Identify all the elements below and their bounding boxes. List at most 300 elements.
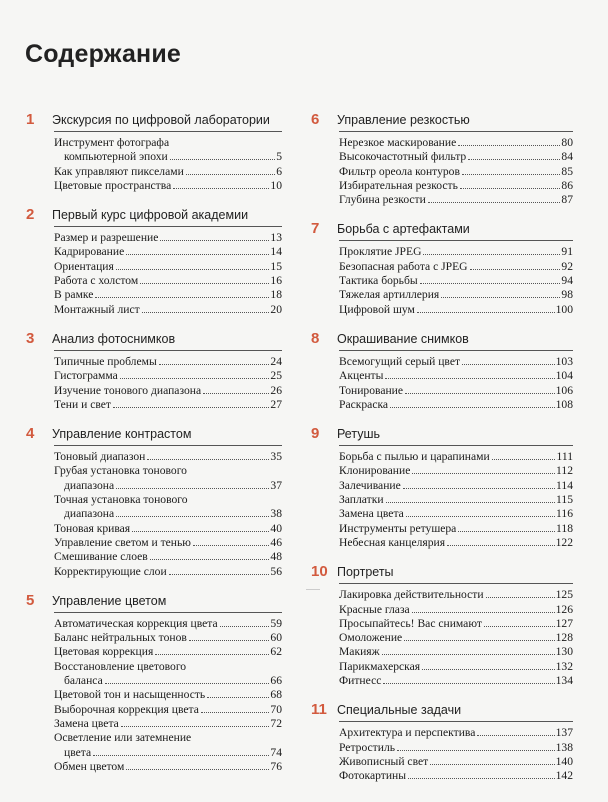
toc-entry-title: Залечивание [339, 478, 401, 492]
toc-entry-title: Цветовая коррекция [54, 645, 154, 659]
chapter-heading[interactable] [26, 593, 282, 609]
toc-entry-title: Тоновый диапазон [54, 450, 146, 464]
toc-entry-page: 70 [270, 702, 282, 716]
dot-leader [405, 393, 555, 394]
chapter-entries [339, 583, 573, 688]
dot-leader [484, 626, 555, 627]
chapter-entries [54, 226, 282, 317]
toc-entry[interactable] [339, 603, 573, 617]
dot-leader [390, 407, 555, 408]
toc-entry[interactable] [54, 550, 282, 564]
toc-entry[interactable] [339, 179, 573, 193]
chapter-title: Экскурсия по цифровой лаборатории [52, 113, 270, 127]
toc-left-column [26, 112, 282, 774]
toc-entry[interactable] [54, 536, 282, 550]
chapter-title: Портреты [337, 565, 394, 580]
dot-leader [422, 669, 555, 670]
toc-entry-title: Цветовые пространства [54, 178, 172, 192]
toc-entry-title: Баланс нейтральных тонов [54, 631, 187, 645]
toc-entry[interactable] [339, 450, 573, 464]
toc-entry[interactable] [339, 398, 573, 412]
toc-entry-page: 74 [270, 745, 282, 759]
toc-right-column [311, 112, 573, 784]
toc-entry-page: 138 [555, 740, 573, 754]
chapter-heading[interactable] [26, 331, 282, 347]
dot-leader [441, 297, 560, 298]
toc-chapter [311, 702, 573, 783]
dot-leader [458, 145, 560, 146]
toc-entry-title: Восстановление цветового [54, 659, 187, 673]
chapter-title: Окрашивание снимков [337, 331, 469, 346]
dot-leader [412, 612, 555, 613]
toc-entry-page: 6 [276, 164, 282, 178]
toc-entry[interactable] [339, 588, 573, 602]
dot-leader [470, 269, 561, 270]
dot-leader [417, 312, 555, 313]
dot-leader [150, 559, 270, 560]
toc-entry[interactable] [54, 522, 282, 536]
toc-entry-title: Кадрирование [54, 245, 125, 259]
toc-entry-page: 122 [555, 535, 573, 549]
toc-entry-page: 108 [555, 397, 573, 411]
toc-entry-title: Автоматическая коррекция цвета [54, 616, 218, 630]
toc-entry-page: 15 [270, 259, 282, 273]
toc-entry[interactable] [54, 746, 282, 760]
dot-leader [126, 769, 269, 770]
chapter-entries [339, 350, 573, 412]
chapter-number: 5 [26, 591, 35, 609]
chapter-number: 3 [26, 329, 35, 347]
toc-entry-title: Цветовой тон и насыщенность [54, 688, 206, 702]
toc-entry[interactable] [54, 136, 282, 150]
toc-entry-page: 14 [270, 245, 282, 259]
toc-entry-title: Проклятие JPEG [339, 245, 422, 259]
toc-entry-page: 66 [270, 674, 282, 688]
toc-entry[interactable] [339, 165, 573, 179]
dot-leader [460, 188, 561, 189]
chapter-entries [339, 240, 573, 316]
toc-entry[interactable] [339, 645, 573, 659]
dot-leader [458, 531, 555, 532]
toc-entry-page: 137 [555, 726, 573, 740]
toc-entry-title: Тяжелая артиллерия [339, 288, 440, 302]
toc-entry[interactable] [339, 755, 573, 769]
toc-chapter [311, 331, 573, 412]
dot-leader [201, 712, 270, 713]
toc-entry-page: 26 [270, 383, 282, 397]
toc-entry-title: Ретростиль [339, 740, 396, 754]
toc-entry-title: Раскраска [339, 397, 389, 411]
toc-entry-page: 20 [270, 302, 282, 316]
toc-entry-title: Небесная канцелярия [339, 535, 446, 549]
dot-leader [160, 240, 269, 241]
dot-leader [468, 159, 560, 160]
dot-leader [147, 459, 269, 460]
toc-entry-title: диапазона [64, 507, 115, 521]
dot-leader [203, 393, 269, 394]
toc-entry[interactable] [339, 193, 573, 207]
toc-entry-page: 118 [556, 521, 573, 535]
toc-entry-title: Корректирующие слои [54, 564, 167, 578]
toc-chapter [26, 331, 282, 412]
toc-entry[interactable] [54, 398, 282, 412]
toc-entry-title: Глубина резкости [339, 193, 426, 207]
toc-entry-page: 85 [561, 164, 573, 178]
toc-entry-title: Макияж [339, 645, 380, 659]
toc-chapter [26, 112, 282, 193]
toc-entry-page: 56 [270, 564, 282, 578]
dot-leader [121, 726, 270, 727]
toc-entry-title: Цифровой шум [339, 302, 415, 316]
chapter-heading[interactable] [311, 221, 573, 237]
toc-entry-title: Избирательная резкость [339, 178, 458, 192]
chapter-entries [339, 445, 573, 550]
toc-entry[interactable] [54, 717, 282, 731]
toc-entry-title: Красные глаза [339, 602, 410, 616]
dot-leader [462, 364, 555, 365]
toc-entry[interactable] [339, 674, 573, 688]
toc-entry[interactable] [54, 688, 282, 702]
toc-entry-title: Тоновая кривая [54, 521, 131, 535]
toc-entry[interactable] [339, 245, 573, 259]
chapter-number: 9 [311, 425, 320, 443]
toc-entry-page: 76 [270, 759, 282, 773]
dot-leader [492, 459, 556, 460]
toc-entry-title: баланса [64, 674, 103, 688]
toc-entry-title: Смешивание слоев [54, 550, 148, 564]
dot-leader [383, 683, 554, 684]
toc-entry[interactable] [339, 288, 573, 302]
dot-leader [193, 545, 269, 546]
dot-leader [207, 697, 269, 698]
dot-leader [220, 626, 270, 627]
toc-entry[interactable] [54, 674, 282, 688]
dot-leader [382, 654, 555, 655]
toc-entry-page: 112 [556, 464, 573, 478]
chapter-title: Анализ фотоснимков [52, 331, 176, 346]
dot-leader [430, 764, 554, 765]
toc-entry-page: 46 [270, 535, 282, 549]
toc-entry-title: Фотокартины [339, 769, 407, 783]
toc-chapter [26, 593, 282, 774]
dot-leader [408, 778, 555, 779]
toc-entry-title: цвета [64, 745, 92, 759]
toc-entry-title: Монтажный лист [54, 302, 140, 316]
chapter-entries [339, 721, 573, 783]
dot-leader [406, 516, 555, 517]
toc-entry-page: 5 [276, 150, 282, 164]
dot-leader [420, 283, 561, 284]
toc-entry-title: Фитнесс [339, 674, 382, 688]
toc-entry[interactable] [54, 384, 282, 398]
toc-entry-title: Ориентация [54, 259, 114, 273]
toc-entry[interactable] [54, 450, 282, 464]
dot-leader [169, 574, 270, 575]
toc-entry-page: 125 [555, 588, 573, 602]
chapter-entries [54, 131, 282, 193]
chapter-heading[interactable] [26, 112, 282, 128]
toc-entry-title: Гистограмма [54, 369, 118, 383]
dot-leader [95, 297, 269, 298]
dot-leader [428, 202, 561, 203]
toc-entry-title: Тактика борьбы [339, 274, 418, 288]
toc-entry[interactable] [54, 703, 282, 717]
toc-entry-page: 59 [270, 616, 282, 630]
dot-leader [397, 750, 555, 751]
toc-chapter [311, 112, 573, 207]
chapter-heading[interactable] [311, 331, 573, 347]
toc-entry[interactable] [54, 260, 282, 274]
dot-leader [116, 516, 269, 517]
toc-entry-title: Нерезкое маскирование [339, 136, 457, 149]
toc-entry[interactable] [339, 150, 573, 164]
dot-leader [142, 312, 270, 313]
toc-entry[interactable] [339, 260, 573, 274]
dot-leader [189, 640, 270, 641]
chapter-title: Управление цветом [52, 593, 167, 608]
toc-entry-title: Лакировка действительности [339, 588, 484, 602]
toc-entry[interactable] [54, 231, 282, 245]
dot-leader [403, 488, 555, 489]
chapter-heading[interactable] [26, 426, 282, 442]
toc-entry-title: Парикмахерская [339, 659, 421, 673]
toc-entry-title: Замена цвета [339, 507, 404, 521]
dot-leader [113, 407, 269, 408]
dot-leader [126, 254, 269, 255]
chapter-heading[interactable] [26, 207, 282, 223]
toc-entry[interactable] [54, 245, 282, 259]
toc-entry-page: 37 [270, 478, 282, 492]
chapter-title: Специальные задачи [337, 703, 462, 718]
dot-leader [105, 683, 270, 684]
dot-leader [116, 269, 270, 270]
toc-entry[interactable] [339, 617, 573, 631]
dot-leader [120, 378, 270, 379]
dot-leader [140, 283, 269, 284]
chapter-number: 4 [26, 425, 35, 443]
toc-entry-page: 100 [555, 302, 573, 316]
chapter-number: 6 [311, 111, 320, 128]
toc-entry-title: Высокочастотный фильтр [339, 150, 467, 164]
toc-entry-page: 127 [555, 616, 573, 630]
toc-entry-page: 13 [270, 231, 282, 245]
chapter-entries [54, 350, 282, 412]
chapter-heading[interactable] [311, 426, 573, 442]
toc-entry-page: 80 [561, 136, 573, 149]
toc-entry-page: 126 [555, 602, 573, 616]
dot-leader [159, 364, 270, 365]
toc-entry-title: Инструмент фотографа [54, 136, 170, 149]
dot-leader [486, 597, 555, 598]
toc-entry[interactable] [339, 369, 573, 383]
dot-leader [404, 640, 554, 641]
dot-leader [423, 254, 560, 255]
toc-entry[interactable] [54, 479, 282, 493]
toc-entry-page: 92 [561, 259, 573, 273]
page-title: Содержание [25, 40, 182, 68]
toc-entry-page: 91 [561, 245, 573, 259]
dot-leader [93, 755, 269, 756]
toc-entry[interactable] [339, 384, 573, 398]
toc-entry[interactable] [339, 631, 573, 645]
toc-entry[interactable] [54, 303, 282, 317]
toc-entry-page: 104 [555, 369, 573, 383]
chapter-number: 1 [26, 111, 35, 128]
chapter-number: 11 [311, 701, 327, 719]
toc-entry-title: компьютерной эпохи [64, 150, 168, 164]
toc-entry-page: 40 [270, 521, 282, 535]
toc-entry[interactable] [54, 660, 282, 674]
toc-entry[interactable] [54, 731, 282, 745]
toc-entry-title: Живописный свет [339, 754, 429, 768]
toc-entry-title: Борьба с пылью и царапинами [339, 450, 490, 464]
toc-entry-page: 18 [270, 288, 282, 302]
dot-leader [116, 488, 269, 489]
toc-entry[interactable] [54, 179, 282, 193]
toc-entry-title: Выборочная коррекция цвета [54, 702, 199, 716]
toc-entry[interactable] [54, 355, 282, 369]
toc-entry-page: 114 [556, 478, 573, 492]
toc-entry[interactable] [54, 565, 282, 579]
toc-entry-title: Осветление или затемнение [54, 731, 192, 745]
toc-entry[interactable] [54, 464, 282, 478]
chapter-title: Борьба с артефактами [337, 222, 470, 237]
toc-entry-page: 35 [270, 450, 282, 464]
dot-leader [173, 188, 269, 189]
chapter-entries [54, 445, 282, 579]
toc-entry-page: 134 [555, 674, 573, 688]
toc-entry[interactable] [339, 355, 573, 369]
toc-entry-page: 142 [555, 769, 573, 783]
toc-entry-title: Всемогущий серый цвет [339, 354, 461, 368]
toc-entry-title: Инструменты ретушера [339, 521, 457, 535]
toc-entry-page: 38 [270, 507, 282, 521]
toc-entry-title: Управление светом и тенью [54, 535, 191, 549]
toc-entry[interactable] [54, 288, 282, 302]
toc-entry-page: 140 [555, 754, 573, 768]
toc-entry-page: 106 [555, 383, 573, 397]
toc-entry-title: Безопасная работа с JPEG [339, 259, 468, 273]
dot-leader [385, 378, 554, 379]
chapter-heading[interactable] [311, 564, 573, 580]
toc-entry-page: 128 [555, 631, 573, 645]
toc-entry[interactable] [339, 303, 573, 317]
toc-chapter [311, 426, 573, 550]
toc-chapter [311, 564, 573, 688]
toc-entry-title: Просыпайтесь! Вас снимают [339, 616, 482, 630]
toc-entry-title: Заплатки [339, 493, 384, 507]
toc-entry-title: Как управляют пикселами [54, 164, 184, 178]
toc-entry[interactable] [54, 507, 282, 521]
toc-entry-page: 72 [270, 716, 282, 730]
toc-entry[interactable] [339, 479, 573, 493]
dot-leader [477, 735, 554, 736]
toc-entry[interactable] [54, 760, 282, 774]
chapter-number: 7 [311, 220, 320, 238]
dot-leader [462, 174, 560, 175]
toc-entry-title: Изучение тонового диапазона [54, 383, 202, 397]
toc-entry[interactable] [339, 493, 573, 507]
chapter-title: Управление контрастом [52, 427, 192, 442]
toc-entry[interactable] [54, 150, 282, 164]
toc-entry-page: 103 [555, 354, 573, 368]
toc-entry-page: 86 [561, 178, 573, 192]
toc-entry-page: 60 [270, 631, 282, 645]
dot-leader [155, 654, 269, 655]
toc-entry[interactable] [339, 741, 573, 755]
toc-entry-title: диапазона [64, 478, 115, 492]
toc-entry[interactable] [339, 660, 573, 674]
dot-leader [412, 473, 555, 474]
toc-entry-title: Фильтр ореола контуров [339, 164, 460, 178]
toc-entry[interactable] [54, 165, 282, 179]
toc-entry-page: 62 [270, 645, 282, 659]
chapter-heading[interactable] [311, 112, 573, 128]
toc-entry-title: Акценты [339, 369, 384, 383]
toc-entry[interactable] [54, 274, 282, 288]
chapter-entries [54, 612, 282, 774]
chapter-title: Первый курс цифровой академии [52, 208, 249, 223]
toc-entry[interactable] [54, 617, 282, 631]
toc-entry-page: 132 [555, 659, 573, 673]
toc-entry[interactable] [339, 136, 573, 150]
toc-entry[interactable] [339, 464, 573, 478]
chapter-title: Управление резкостью [337, 113, 470, 127]
toc-entry-page: 25 [270, 369, 282, 383]
toc-entry-page: 94 [561, 274, 573, 288]
toc-chapter [311, 221, 573, 316]
toc-entry-page: 116 [556, 507, 573, 521]
dot-leader [386, 502, 555, 503]
toc-chapter [26, 426, 282, 579]
toc-entry[interactable] [54, 369, 282, 383]
toc-entry-page: 24 [270, 354, 282, 368]
toc-entry[interactable] [339, 274, 573, 288]
toc-entry[interactable] [339, 536, 573, 550]
toc-entry-page: 16 [270, 274, 282, 288]
chapter-heading[interactable] [311, 702, 573, 718]
toc-entry[interactable] [339, 522, 573, 536]
toc-entry-title: Типичные проблемы [54, 354, 157, 368]
dot-leader [186, 174, 275, 175]
toc-entry-title: В рамке [54, 288, 94, 302]
toc-entry-page: 84 [561, 150, 573, 164]
chapter-number: 10 [311, 563, 328, 581]
dot-leader [170, 159, 275, 160]
toc-entry-title: Тонирование [339, 383, 404, 397]
toc-entry[interactable] [339, 726, 573, 740]
toc-entry-page: 115 [556, 493, 573, 507]
toc-entry-page: 87 [561, 193, 573, 207]
toc-entry-page: 130 [555, 645, 573, 659]
toc-entry-page: 98 [561, 288, 573, 302]
toc-entry-page: 48 [270, 550, 282, 564]
toc-entry-title: Грубая установка тонового [54, 464, 187, 478]
toc-entry[interactable] [339, 769, 573, 783]
toc-entry-title: Клонирование [339, 464, 411, 478]
toc-entry-title: Размер и разрешение [54, 231, 159, 245]
toc-entry[interactable] [54, 645, 282, 659]
chapter-number: 8 [311, 329, 320, 347]
toc-entry-page: 68 [270, 688, 282, 702]
dot-leader [447, 545, 555, 546]
toc-entry[interactable] [54, 493, 282, 507]
toc-entry-title: Омоложение [339, 631, 403, 645]
toc-entry[interactable] [54, 631, 282, 645]
chapter-number: 2 [26, 206, 35, 224]
dot-leader [132, 531, 269, 532]
toc-entry[interactable] [339, 507, 573, 521]
